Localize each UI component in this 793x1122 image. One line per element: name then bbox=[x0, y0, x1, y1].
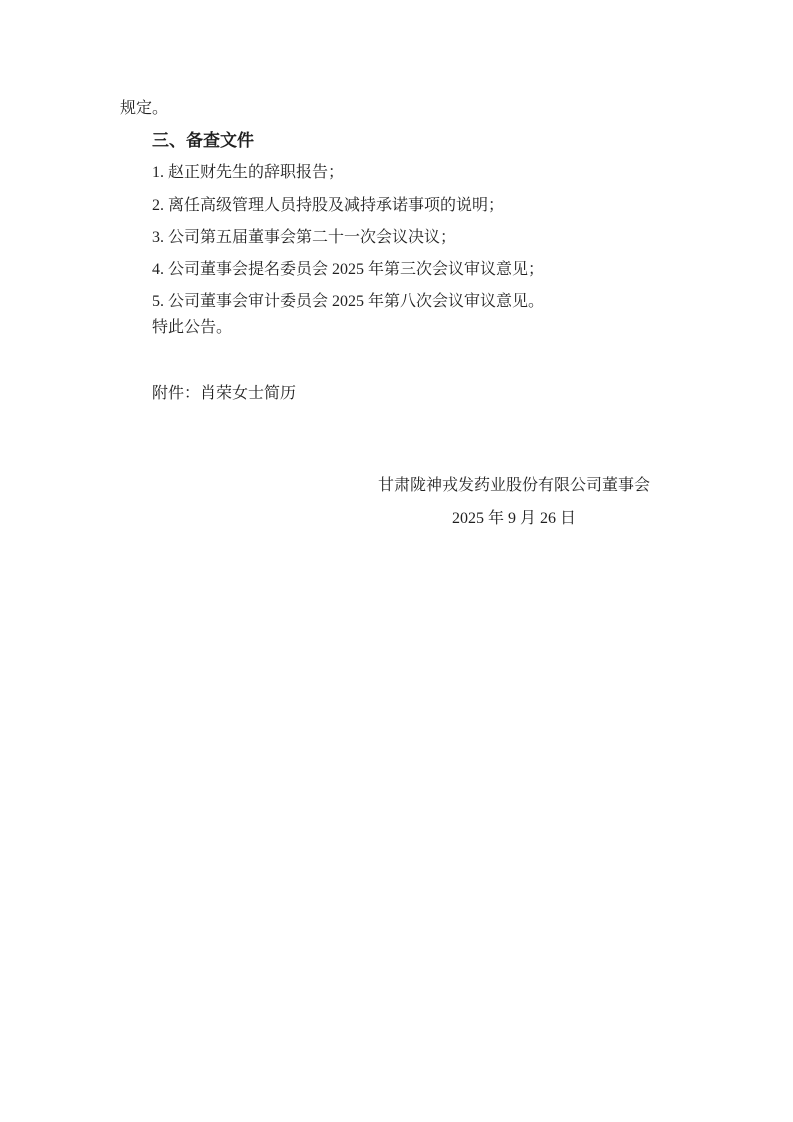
list-item: 5. 公司董事会审计委员会 2025 年第八次会议审议意见。 bbox=[152, 293, 545, 310]
list-item: 2. 离任高级管理人员持股及减持承诺事项的说明； bbox=[152, 197, 505, 214]
attachment-note: 附件：肖荣女士简历 bbox=[152, 385, 297, 402]
signature-company-name: 甘肃陇神戎发药业股份有限公司董事会 bbox=[377, 477, 650, 494]
signature-date: 2025 年 9 月 26 日 bbox=[451, 510, 576, 527]
list-item: 1. 赵正财先生的辞职报告； bbox=[152, 164, 345, 181]
paragraph-continuation: 规定。 bbox=[120, 100, 169, 117]
list-item: 4. 公司董事会提名委员会 2025 年第三次会议审议意见； bbox=[152, 261, 545, 278]
closing-announcement-line: 特此公告。 bbox=[152, 319, 233, 336]
section-heading-reference-documents: 三、备查文件 bbox=[152, 131, 254, 150]
list-item: 3. 公司第五届董事会第二十一次会议决议； bbox=[152, 229, 457, 246]
